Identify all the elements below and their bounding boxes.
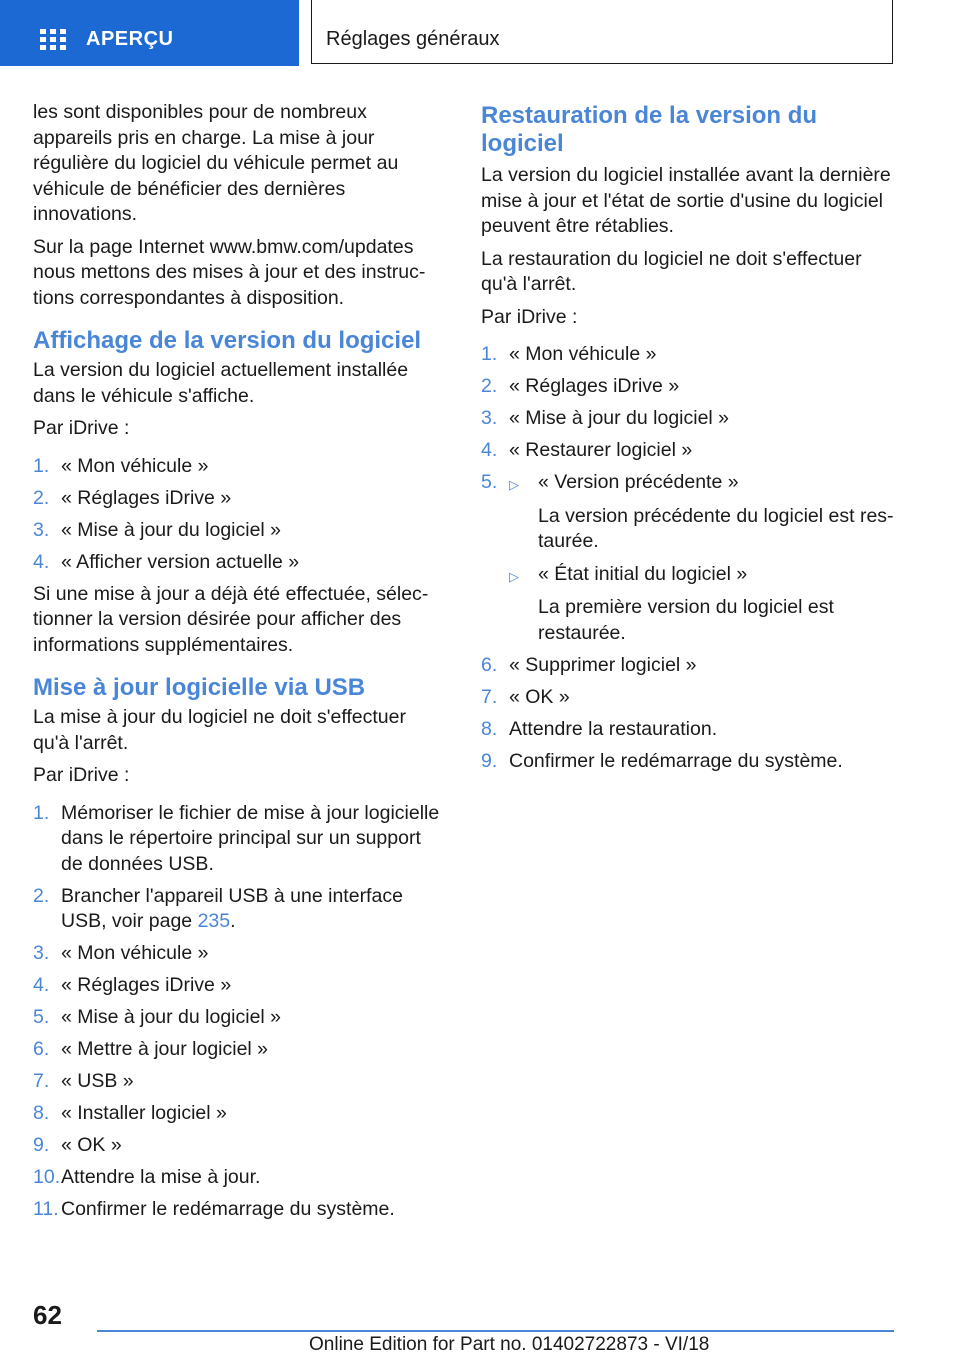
step-text: « Mettre à jour logiciel » xyxy=(61,1038,269,1060)
intro-paragraph: Sur la page Internet www.bmw.com/updates nous mettons des mises à jour et des instructions correspondantes à disposition. xyxy=(33,235,426,309)
section-title: Réglages généraux xyxy=(326,28,500,50)
step-number: 2. xyxy=(33,486,50,509)
step-number: 5. xyxy=(481,471,498,493)
list-item xyxy=(481,470,899,646)
list-item xyxy=(33,1069,447,1095)
step-number: 4. xyxy=(33,550,50,573)
step-text: « Restaurer logiciel » xyxy=(509,439,693,461)
step-options xyxy=(509,470,899,646)
step-text: « Réglages iDrive » xyxy=(61,974,232,996)
list-item xyxy=(481,406,899,432)
step-text: « Afficher version actuelle » xyxy=(61,550,300,573)
step-number: 7. xyxy=(481,685,498,708)
footer-divider xyxy=(97,1330,894,1332)
step-text: Mémoriser le fichier de mise à jour logicielle dans le répertoire principal sur un support de données USB. xyxy=(61,801,440,875)
paragraph: La restauration du logiciel ne doit s'effectuer qu'à l'arrêt. xyxy=(481,247,862,295)
step-text: « Mise à jour du logiciel » xyxy=(61,518,282,541)
paragraph: Par iDrive : xyxy=(481,305,578,328)
overview-tab-label: APERÇU xyxy=(86,28,174,50)
step-number: 3. xyxy=(481,407,498,429)
step-text: « Installer logiciel » xyxy=(61,1102,227,1124)
right-column xyxy=(481,100,899,781)
grid-menu-icon xyxy=(40,29,66,51)
step-number: 5. xyxy=(33,1006,50,1028)
section-heading-restore: Restauration de la version du logiciel xyxy=(481,102,818,157)
paragraph: La mise à jour du logiciel ne doit s'effectuer qu'à l'arrêt. xyxy=(33,706,406,754)
step-text: « USB » xyxy=(61,1070,134,1092)
step-number: 1. xyxy=(33,454,50,477)
step-number: 4. xyxy=(481,439,498,461)
option-label: « État initial du logiciel » xyxy=(538,562,748,585)
step-number: 8. xyxy=(33,1102,50,1124)
list-item xyxy=(33,941,447,967)
step-text: « Réglages iDrive » xyxy=(61,486,232,509)
list-item xyxy=(481,749,899,775)
section-heading-version-display: Affichage de la version du logiciel xyxy=(33,327,422,354)
step-text: Confirmer le redémarrage du système. xyxy=(509,749,843,772)
step-text: « Mon véhicule » xyxy=(61,942,209,964)
triangle-bullet-icon: ▷ xyxy=(509,568,519,584)
list-item xyxy=(481,653,899,679)
list-item xyxy=(33,486,447,512)
list-item xyxy=(33,1197,447,1223)
list-item xyxy=(481,717,899,743)
step-number: 7. xyxy=(33,1070,50,1092)
step-number: 1. xyxy=(481,343,498,365)
step-number: 4. xyxy=(33,974,50,996)
list-item xyxy=(33,884,447,935)
list-item xyxy=(481,374,899,400)
step-number: 9. xyxy=(33,1134,50,1156)
step-text: Attendre la mise à jour. xyxy=(61,1166,261,1188)
step-number: 8. xyxy=(481,717,498,740)
step-number: 2. xyxy=(33,884,50,907)
step-text: « Mise à jour du logiciel » xyxy=(509,407,730,429)
list-item xyxy=(33,1101,447,1127)
step-number: 1. xyxy=(33,801,50,824)
list-item xyxy=(481,438,899,464)
overview-tab[interactable] xyxy=(0,0,299,66)
step-text: « Mon véhicule » xyxy=(61,454,209,477)
steps-list xyxy=(33,801,447,1223)
step-number: 2. xyxy=(481,375,498,397)
edition-note: Online Edition for Part no. 01402722873 - VI/18 xyxy=(309,1334,710,1355)
list-item xyxy=(33,1133,447,1159)
step-text: Attendre la restauration. xyxy=(509,717,718,740)
section-heading-usb-update: Mise à jour logicielle via USB xyxy=(33,674,366,701)
option-description: La version précédente du logiciel est restaurée. xyxy=(538,504,894,552)
left-column xyxy=(33,100,447,1229)
steps-list xyxy=(481,342,899,774)
step-text: « Mise à jour du logiciel » xyxy=(61,1006,282,1028)
option-description: La première version du logiciel est restaurée. xyxy=(538,596,834,644)
option-item xyxy=(509,470,899,498)
list-item xyxy=(33,1165,447,1191)
step-number: 9. xyxy=(481,749,498,772)
page-number: 62 xyxy=(33,1300,62,1330)
step-text: « OK » xyxy=(61,1134,122,1156)
step-number: 3. xyxy=(33,518,50,541)
list-item xyxy=(33,454,447,480)
step-text: Confirmer le redémarrage du système. xyxy=(61,1198,395,1220)
paragraph: Par iDrive : xyxy=(33,764,130,786)
paragraph: La version du logiciel installée avant la dernière mise à jour et l'état de sortie d'usine du logiciel peuvent être rétablies. xyxy=(481,164,891,237)
list-item xyxy=(481,685,899,711)
list-item xyxy=(33,1037,447,1063)
list-item xyxy=(33,973,447,999)
step-text: « OK » xyxy=(509,685,570,708)
section-header xyxy=(311,0,893,64)
step-text-body: Brancher l'appareil USB à une interface USB, voir page xyxy=(61,884,403,932)
step-number: 3. xyxy=(33,942,50,964)
list-item xyxy=(481,342,899,368)
list-item xyxy=(33,1005,447,1031)
paragraph: Par iDrive : xyxy=(33,417,130,439)
step-text: « Réglages iDrive » xyxy=(509,375,680,397)
list-item xyxy=(33,550,447,576)
intro-paragraph: les sont disponibles pour de nombreux appareils pris en charge. La mise à jour régulière du logiciel du véhicule permet au véhicule de bénéficier des dernières innovations. xyxy=(33,101,399,225)
step-text xyxy=(61,884,447,935)
step-number: 10. xyxy=(33,1166,61,1188)
list-item xyxy=(33,801,447,878)
triangle-bullet-icon: ▷ xyxy=(509,477,519,492)
step-number: 6. xyxy=(481,653,498,676)
step-number: 6. xyxy=(33,1038,50,1060)
step-text-end: . xyxy=(230,910,236,932)
page-link[interactable]: 235 xyxy=(197,910,231,932)
option-label: « Version précédente » xyxy=(538,471,739,493)
step-number: 11. xyxy=(33,1198,59,1220)
list-item xyxy=(33,518,447,544)
paragraph: Si une mise à jour a déjà été effectuée, sélectionner la version désirée pour afficher des informations supplémentaires. xyxy=(33,582,429,656)
step-text: « Supprimer logiciel » xyxy=(509,653,697,676)
steps-list xyxy=(33,454,447,576)
step-text: « Mon véhicule » xyxy=(509,343,657,365)
option-item xyxy=(509,562,899,590)
paragraph: La version du logiciel actuellement installée dans le véhicule s'affiche. xyxy=(33,359,409,407)
